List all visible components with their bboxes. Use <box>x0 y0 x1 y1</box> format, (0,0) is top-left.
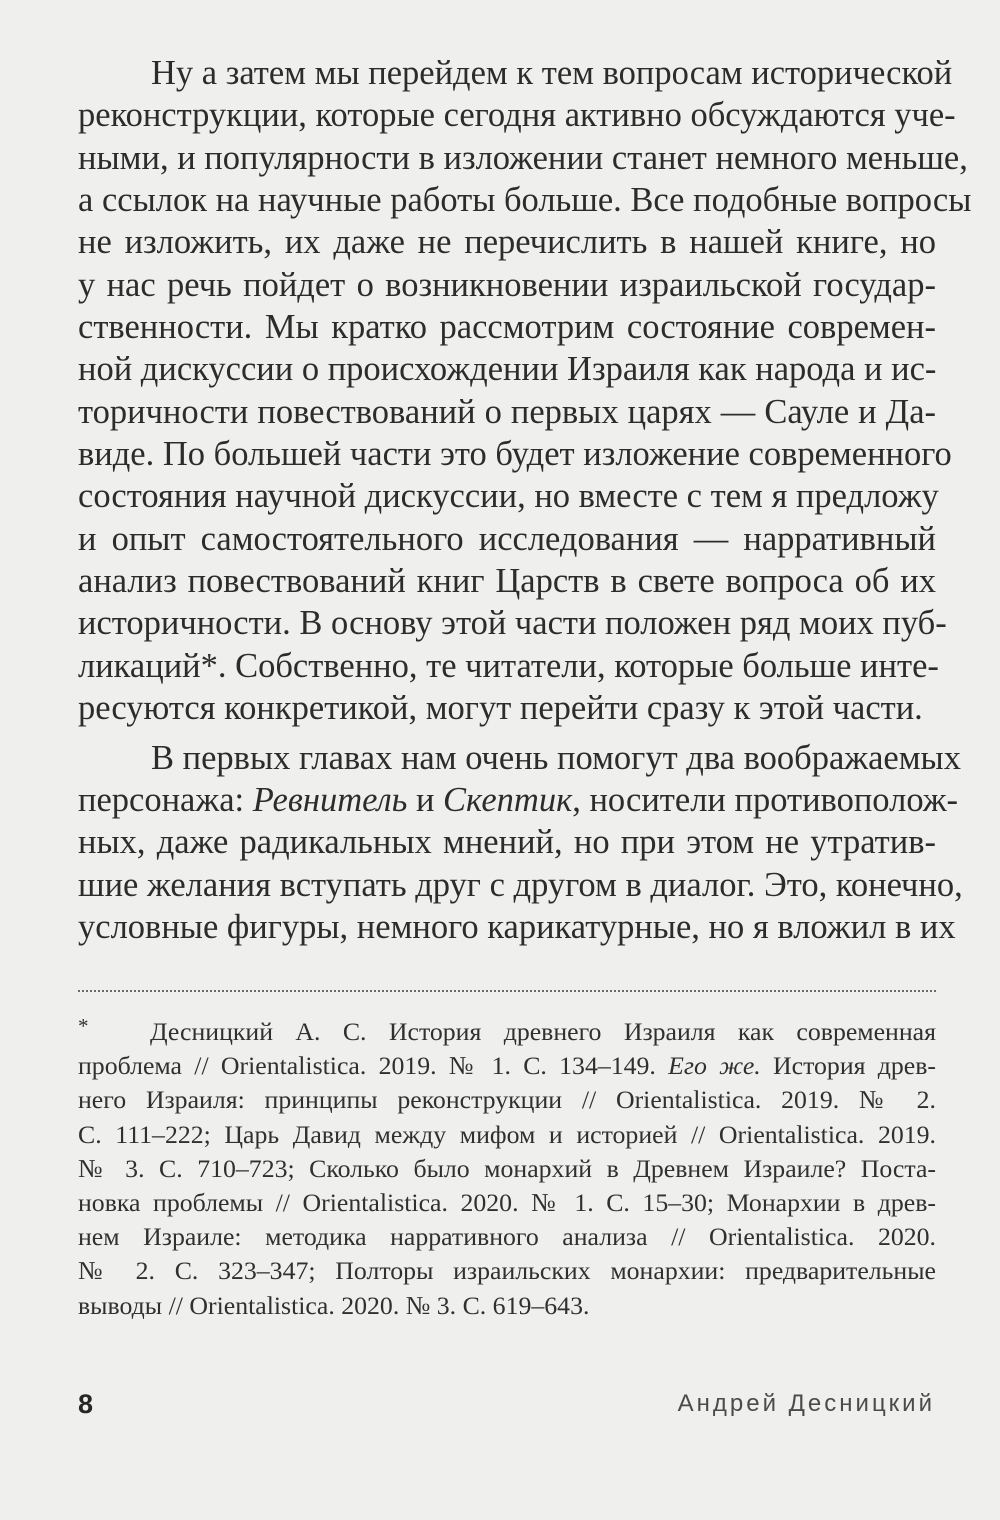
text-line: В первых главах нам очень помогут два воображаемых <box>151 738 961 777</box>
text-line: не изложить, их даже не перечислить в нашей книге, но <box>78 223 936 262</box>
footnote-line <box>78 1015 936 1049</box>
text-line: реконструкции, которые сегодня активно обсуждаются уче- <box>78 96 956 135</box>
text-line: ной дискуссии о происхождении Израиля как народа и ис- <box>78 350 937 389</box>
main-text <box>78 52 972 948</box>
text-line: у нас речь пойдет о возникновении израильской государ- <box>78 265 936 304</box>
text-line: а ссылок на научные работы больше. Все подобные вопросы <box>78 181 972 220</box>
text-fragment: , носители противополож- <box>572 780 959 819</box>
footnote-line: выводы // Orientalistica. 2020. № 3. С. 619–643. <box>78 1290 590 1320</box>
text-line: и опыт самостоятельного исследования — нарративный <box>78 519 936 558</box>
text-line-with-italics <box>78 779 959 821</box>
zealot-term: Ревнитель <box>252 780 408 819</box>
text-line: ственности. Мы кратко рассмотрим состояние современ- <box>78 308 936 347</box>
footnote-line-with-italics <box>78 1049 936 1083</box>
text-line: состояния научной дискуссии, но вместе с тем я предложу <box>78 477 939 516</box>
ibid-term: Его же. <box>668 1051 761 1081</box>
text-line: ликаций*. Собственно, те читатели, которые больше инте- <box>78 646 939 685</box>
text-line: ных, даже радикальных мнений, но при этом не утратив- <box>78 823 936 862</box>
text-line: Ну а затем мы перейдем к тем вопросам исторической <box>151 54 953 92</box>
text-fragment: проблема // Orientalistica. 2019. № 1. С. 134–149. <box>78 1051 669 1081</box>
footnote-line: № 2. С. 323–347; Полторы израильских монархии: предварительные <box>78 1256 936 1286</box>
text-line: торичности повествований о первых царях — Сауле и Да- <box>78 392 936 431</box>
running-head-author: Андрей Десницкий <box>677 1390 935 1417</box>
text-line: анализ повествований книг Царств в свете вопроса об их <box>78 562 936 601</box>
text-line: виде. По большей части это будет изложение современного <box>78 435 952 474</box>
text-line: шие желания вступать друг с другом в диалог. Это, конечно, <box>78 865 963 904</box>
text-line: ресуются конкретикой, могут перейти сразу к этой части. <box>78 689 923 728</box>
text-line: ными, и популярности в изложении станет немного меньше, <box>78 138 968 177</box>
footnote-line: № 3. С. 710–723; Сколько было монархий в Древнем Израиле? Поста- <box>78 1153 936 1183</box>
text-line: условные фигуры, немного карикатурные, но я вложил в их <box>78 907 956 946</box>
text-line: историчности. В основу этой части положен ряд моих пуб- <box>78 604 947 643</box>
footnote-line: С. 111–222; Царь Давид между мифом и историей // Orientalistica. 2019. <box>78 1119 936 1149</box>
footnote-divider <box>78 990 936 992</box>
paragraph-gap <box>78 730 936 737</box>
footnote-marker: * <box>78 1014 89 1038</box>
footnotes <box>78 1015 936 1323</box>
text-fragment: и <box>407 780 444 819</box>
footnote-line: новка проблемы // Orientalistica. 2020. № 1. С. 15–30; Монархии в древ- <box>78 1187 936 1217</box>
footnote-line: нем Израиле: методика нарративного анализа // Orientalistica. 2020. <box>78 1222 936 1252</box>
text-fragment: персонажа: <box>78 780 253 819</box>
text-fragment: История древ- <box>760 1051 937 1081</box>
footnote-line: него Израиля: принципы реконструкции // Orientalistica. 2019. № 2. <box>78 1085 936 1115</box>
page-number: 8 <box>78 1389 94 1419</box>
skeptic-term: Скептик <box>443 780 573 819</box>
footnote-text: Десницкий А. С. История древнего Израиля как современная <box>150 1017 936 1046</box>
